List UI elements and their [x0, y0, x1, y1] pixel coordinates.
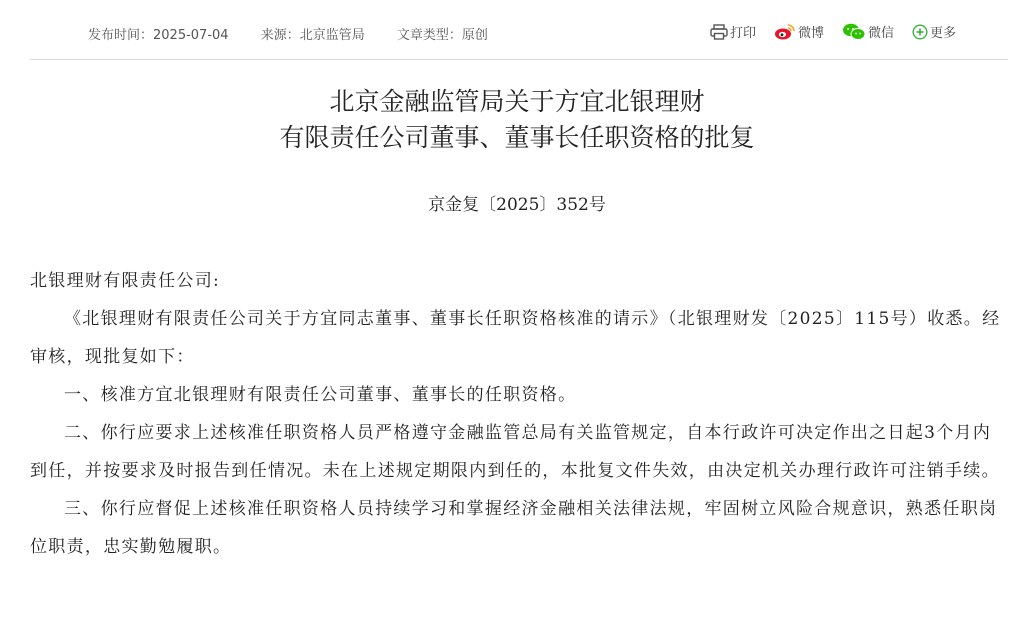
- body-paragraph: 《北银理财有限责任公司关于方宜同志董事、董事长任职资格核准的请示》（北银理财发〔2025〕115号）收悉。经审核，现批复如下：: [30, 309, 1001, 367]
- plus-circle-icon: [912, 24, 928, 40]
- article-type: 文章类型：原创: [396, 28, 488, 43]
- more-label: 更多: [929, 26, 956, 41]
- body-paragraph: 二、你行应要求上述核准任职资格人员严格遵守金融监管总局有关监管规定，自本行政许可决定作出之日起3个月内到任，并按要求及时报告到任情况。未在上述规定期限内到任的，本批复文件失效，由决定机关办理行政许可注销手续。: [30, 423, 1000, 481]
- article-source: 来源：北京监管局: [260, 28, 365, 43]
- publish-time: 发布时间：2025-07-04: [88, 28, 229, 43]
- article-body: [30, 262, 1006, 566]
- title-line-2: 有限责任公司董事、董事长任职资格的批复: [279, 123, 755, 152]
- print-button[interactable]: [710, 22, 756, 41]
- body-paragraph: 一、核准方宜北银理财有限责任公司董事、董事长的任职资格。: [64, 385, 577, 405]
- header-divider: [30, 59, 1008, 60]
- weibo-label: 微博: [797, 26, 824, 41]
- weibo-icon: [774, 23, 796, 41]
- salutation: 北银理财有限责任公司:: [30, 271, 221, 291]
- print-label: 打印: [729, 26, 756, 41]
- wechat-share-button[interactable]: [842, 22, 894, 41]
- weibo-share-button[interactable]: [774, 22, 824, 41]
- title-line-1: 北京金融监管局关于方宜北银理财: [329, 87, 705, 116]
- wechat-icon: [842, 23, 866, 41]
- wechat-label: 微信: [867, 26, 894, 41]
- more-share-button[interactable]: [912, 22, 956, 41]
- document-number: 京金复〔2025〕352号: [428, 195, 606, 215]
- share-toolbar: [710, 22, 956, 41]
- article-title: [0, 84, 1034, 156]
- printer-icon: [710, 24, 728, 40]
- article-meta-bar: [0, 0, 1034, 60]
- body-paragraph: 三、你行应督促上述核准任职资格人员持续学习和掌握经济金融相关法律法规，牢固树立风险合规意识，熟悉任职岗位职责，忠实勤勉履职。: [30, 499, 998, 557]
- article-meta-info: [88, 24, 516, 43]
